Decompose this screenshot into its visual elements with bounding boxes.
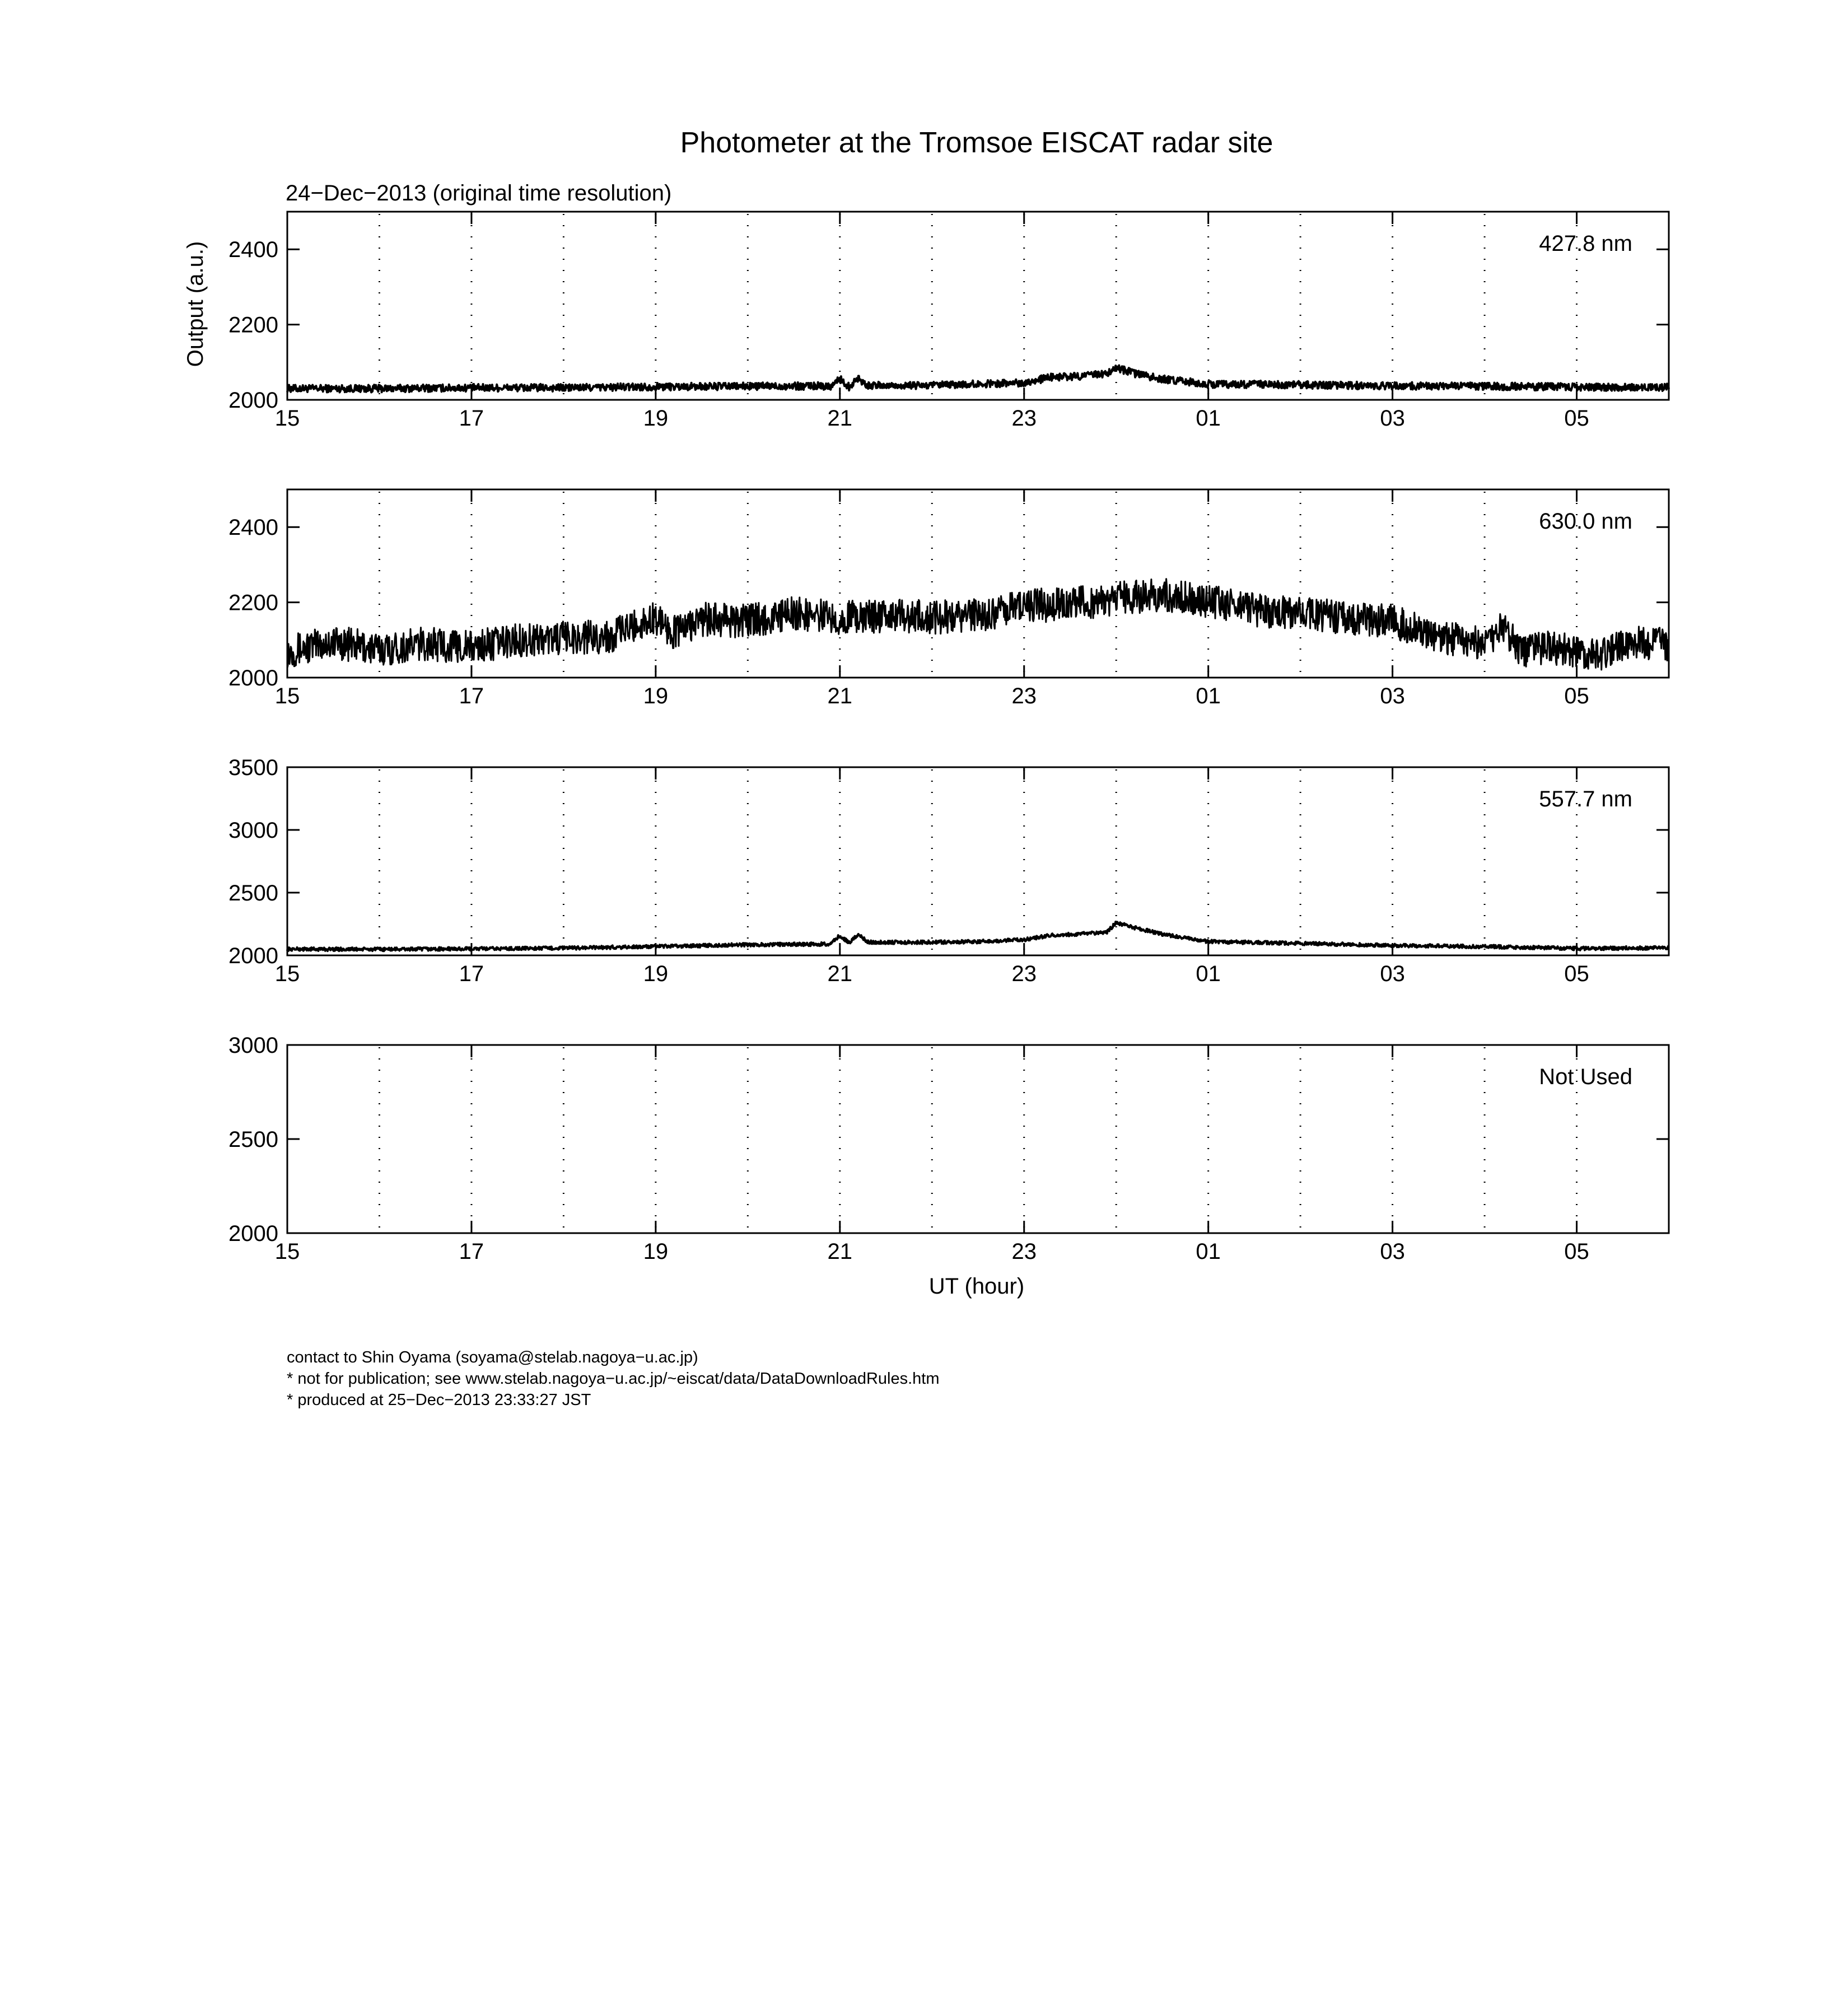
x-tick-label: 23 xyxy=(1011,962,1037,986)
axes-box xyxy=(287,767,1669,955)
x-tick-label: 15 xyxy=(274,406,300,431)
x-tick-label: 03 xyxy=(1380,1239,1405,1264)
y-tick-label: 2500 xyxy=(228,881,278,906)
series-line-3 xyxy=(287,922,1669,951)
footer-line-rules: * not for publication; see www.stelab.nagoya−u.ac.jp/~eiscat/data/DataDownloadRules.htm xyxy=(287,1370,940,1388)
x-tick-label: 21 xyxy=(827,684,853,708)
y-tick-label: 2400 xyxy=(228,515,278,540)
y-tick-label: 2400 xyxy=(228,237,278,263)
x-tick-label: 23 xyxy=(1011,1239,1037,1264)
x-tick-label: 17 xyxy=(459,1239,484,1264)
panel-2 xyxy=(228,489,1669,708)
x-tick-label: 17 xyxy=(459,406,484,431)
axes-box xyxy=(287,489,1669,678)
channel-label: Not Used xyxy=(1539,1065,1632,1089)
y-tick-label: 2500 xyxy=(228,1127,278,1152)
panel-1 xyxy=(228,212,1669,431)
x-tick-label: 05 xyxy=(1564,684,1589,708)
x-tick-label: 21 xyxy=(827,1239,853,1264)
footer-line-produced: * produced at 25−Dec−2013 23:33:27 JST xyxy=(287,1391,591,1409)
x-tick-label: 19 xyxy=(643,962,669,986)
y-tick-label: 3000 xyxy=(228,818,278,843)
y-tick-label: 2000 xyxy=(228,1221,278,1246)
y-tick-label: 2000 xyxy=(228,944,278,968)
channel-label: 557.7 nm xyxy=(1539,787,1632,811)
x-axis-label: UT (hour) xyxy=(928,1274,1025,1299)
chart-title: Photometer at the Tromsoe EISCAT radar site xyxy=(680,127,1273,159)
y-axis-label: Output (a.u.) xyxy=(183,241,208,367)
footer-line-contact: contact to Shin Oyama (soyama@stelab.nagoya−u.ac.jp) xyxy=(287,1348,698,1366)
x-tick-label: 05 xyxy=(1564,406,1589,431)
x-tick-label: 03 xyxy=(1380,962,1405,986)
x-tick-label: 03 xyxy=(1380,684,1405,708)
x-tick-label: 01 xyxy=(1196,684,1221,708)
panels-group xyxy=(228,212,1669,1264)
y-tick-label: 2200 xyxy=(228,312,278,338)
axes-box xyxy=(287,1045,1669,1233)
x-tick-label: 15 xyxy=(274,684,300,708)
y-tick-label: 2200 xyxy=(228,590,278,615)
y-tick-label: 3000 xyxy=(228,1033,278,1058)
x-tick-label: 23 xyxy=(1011,406,1037,431)
channel-label: 630.0 nm xyxy=(1539,509,1632,534)
x-tick-label: 15 xyxy=(274,962,300,986)
x-tick-label: 21 xyxy=(827,962,853,986)
series-line-1 xyxy=(287,366,1669,393)
x-tick-label: 15 xyxy=(274,1239,300,1264)
chart-subtitle: 24−Dec−2013 (original time resolution) xyxy=(286,181,672,206)
y-tick-label: 3500 xyxy=(228,755,278,780)
x-tick-label: 03 xyxy=(1380,406,1405,431)
x-tick-label: 17 xyxy=(459,684,484,708)
x-tick-label: 05 xyxy=(1564,962,1589,986)
y-tick-label: 2000 xyxy=(228,666,278,690)
x-tick-label: 17 xyxy=(459,962,484,986)
y-tick-label: 2000 xyxy=(228,388,278,413)
x-tick-label: 19 xyxy=(643,406,669,431)
channel-label: 427.8 nm xyxy=(1539,231,1632,256)
panel-3 xyxy=(228,755,1669,986)
x-tick-label: 23 xyxy=(1011,684,1037,708)
x-tick-label: 01 xyxy=(1196,406,1221,431)
x-tick-label: 01 xyxy=(1196,1239,1221,1264)
x-tick-label: 05 xyxy=(1564,1239,1589,1264)
x-tick-label: 01 xyxy=(1196,962,1221,986)
panel-4 xyxy=(228,1033,1669,1264)
x-tick-label: 19 xyxy=(643,1239,669,1264)
x-tick-label: 19 xyxy=(643,684,669,708)
series-line-2 xyxy=(287,579,1669,670)
axes-box xyxy=(287,212,1669,400)
x-tick-label: 21 xyxy=(827,406,853,431)
